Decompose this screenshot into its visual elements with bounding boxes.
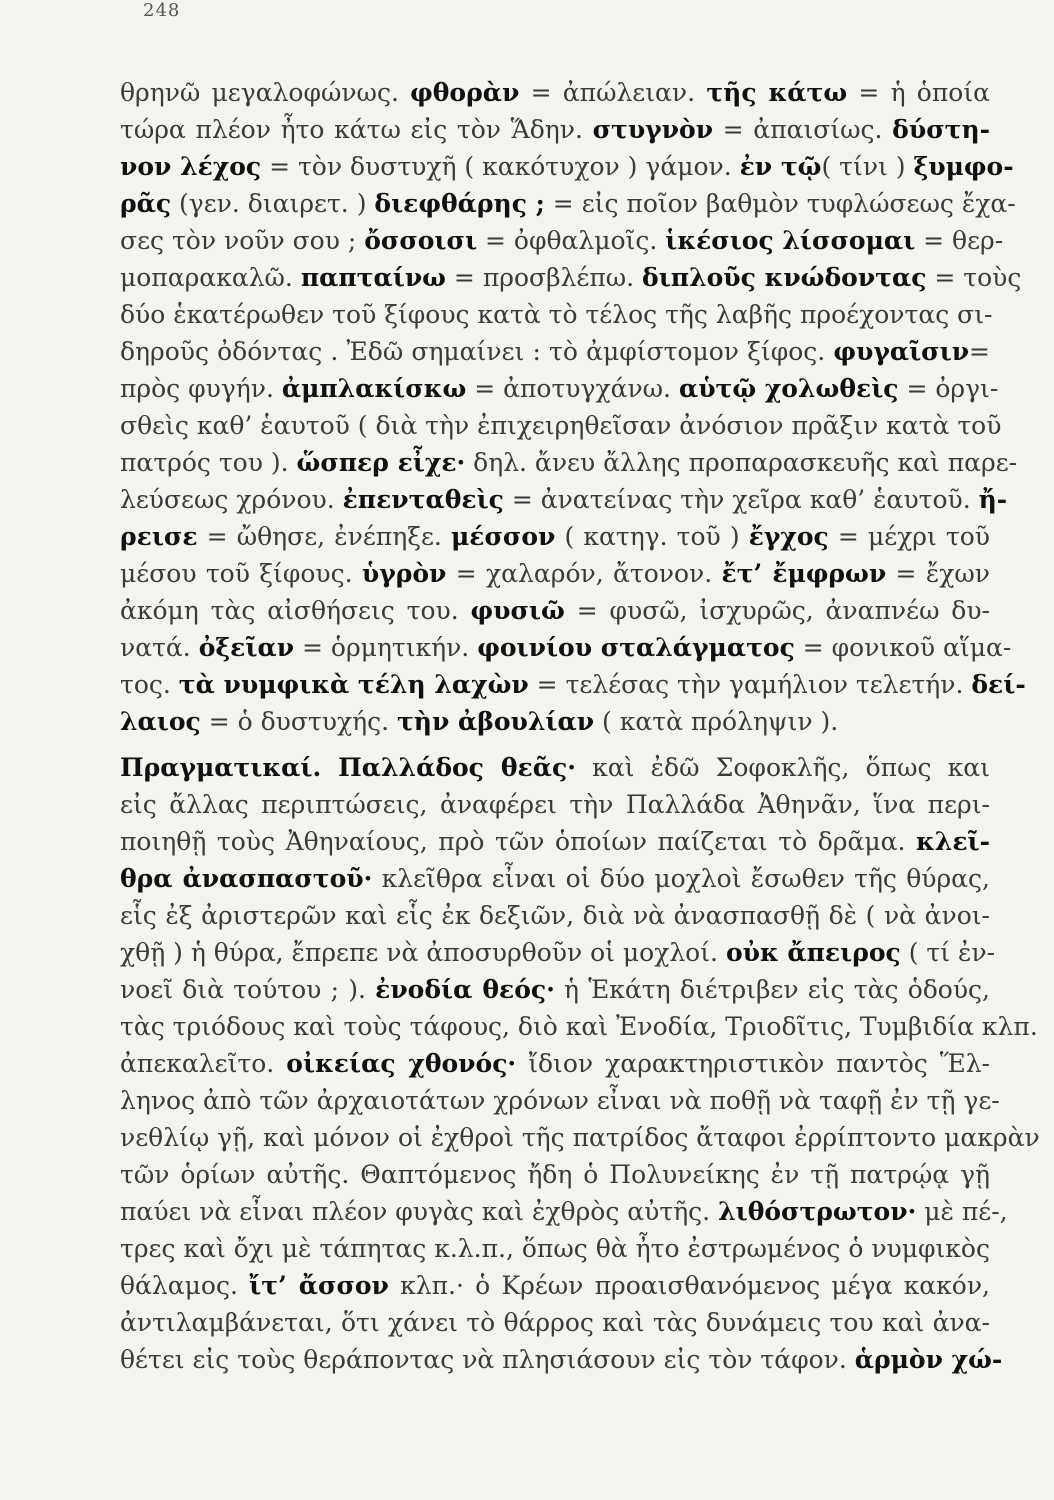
gloss-text: = ἀπαισίως. bbox=[713, 115, 893, 144]
lemma-term: φθορὰν bbox=[410, 78, 520, 107]
gloss-text: = ἀπώλειαν. bbox=[519, 78, 707, 107]
lemma-term: ἱκέσιος λίσσομαι bbox=[665, 226, 916, 255]
gloss-text: μὲ πέ-, bbox=[916, 1197, 1008, 1226]
gloss-text: κλπ.· ὁ Κρέων προαισθανόμενος μέγα κακόν, bbox=[388, 1271, 990, 1300]
text-line bbox=[120, 897, 990, 934]
text-line bbox=[120, 703, 990, 740]
gloss-text: = εἰς ποῖον βαθμὸν τυφλώσεως ἔχα- bbox=[544, 189, 1016, 218]
text-line bbox=[120, 1008, 1038, 1045]
gloss-text: ἡ Ἑκάτη διέτριβεν εἰς τὰς ὁδούς, bbox=[554, 975, 990, 1004]
lemma-term: ἴτ’ ἄσσον bbox=[249, 1271, 389, 1300]
lemma-term: Πραγματικαί. Παλλάδος θεᾶς· bbox=[120, 753, 576, 782]
gloss-text: = ὁ δυστυχής. bbox=[200, 707, 397, 736]
gloss-text: σθεὶς καθ’ ἑαυτοῦ ( διὰ τὴν ἐπιχειρηθεῖσαν ἀνόσιον πρᾶξιν κατὰ τοῦ bbox=[120, 411, 1002, 440]
lemma-term: δύστη- bbox=[892, 115, 990, 144]
gloss-text: = τοὺς bbox=[926, 263, 1022, 292]
lemma-term: διεφθάρης ; bbox=[374, 189, 545, 218]
lemma-term: ἐν τῷ bbox=[739, 152, 822, 181]
commentary-block bbox=[120, 74, 1026, 740]
gloss-text: δηροῦς ὀδόντας . Ἐδῶ σημαίνει : τὸ ἀμφίστομον ξίφος. bbox=[120, 337, 834, 366]
text-line bbox=[120, 481, 1008, 518]
lemma-term: λιθόστρωτον· bbox=[718, 1197, 917, 1226]
lemma-term: διπλοῦς κνώδοντας bbox=[642, 263, 927, 292]
gloss-text: = προσβλέπω. bbox=[445, 263, 643, 292]
text-line bbox=[120, 222, 1004, 259]
lemma-term: τὴν ἀβουλίαν bbox=[396, 707, 595, 736]
gloss-text: = ἡ ὁποία bbox=[847, 78, 991, 107]
gloss-text: = θερ- bbox=[915, 226, 1004, 255]
gloss-text: ἀντιλαμβάνεται, ὅτι χάνει τὸ θάρρος καὶ τὰς δυνάμεις του καὶ ἀνα- bbox=[120, 1308, 990, 1337]
gloss-text: θέτει εἰς τοὺς θεράποντας νὰ πλησιάσουν εἰς τὸν τάφον. bbox=[120, 1345, 855, 1374]
text-line bbox=[120, 259, 1022, 296]
lemma-term: νον λέχος bbox=[120, 152, 262, 181]
gloss-text: = τὸν δυστυχῆ ( κακότυχον ) γάμον. bbox=[261, 152, 740, 181]
lemma-term: ἐνοδία θεός· bbox=[375, 975, 555, 1004]
lemma-term: φυγαῖσιν bbox=[833, 337, 970, 366]
gloss-text: δηλ. ἄνευ ἄλλης προπαρασκευῆς καὶ παρε- bbox=[465, 448, 1018, 477]
gloss-text: ποιηθῇ τοὺς Ἀθηναίους, πρὸ τῶν ὁποίων παίζεται τὸ δρᾶμα. bbox=[120, 827, 917, 856]
gloss-text: τῶν ὁρίων αὐτῆς. Θαπτόμενος ἤδη ὁ Πολυνείκης ἐν τῇ πατρῴᾳ γῇ bbox=[120, 1160, 990, 1189]
lemma-term: παπταίνω bbox=[300, 263, 446, 292]
lemma-term: κλεῖ- bbox=[916, 827, 990, 856]
text-line bbox=[120, 823, 990, 860]
gloss-text: = ὤθησε, ἐνέπηξε. bbox=[197, 522, 451, 551]
text-line bbox=[120, 860, 990, 897]
lemma-term: μέσσον bbox=[450, 522, 556, 551]
lemma-term: οὐκ ἄπειρος bbox=[725, 938, 901, 967]
gloss-text: (γεν. διαιρετ. ) bbox=[171, 189, 375, 218]
gloss-text: τρες καὶ ὄχι μὲ τάπητας κ.λ.π., ὅπως θὰ ἦτο ἐστρωμένος ὁ νυμφικὸς bbox=[120, 1234, 990, 1263]
lemma-term: ὥσπερ εἶχε· bbox=[296, 448, 466, 477]
gloss-text: = ἔχων bbox=[886, 559, 990, 588]
gloss-text: ( τί ἐν- bbox=[900, 938, 996, 967]
lemma-term: ἤ- bbox=[978, 485, 1008, 514]
gloss-text: = ἀποτυγχάνω. bbox=[466, 374, 679, 403]
text-line bbox=[120, 185, 1016, 222]
gloss-text: θάλαμος. bbox=[120, 1271, 250, 1300]
gloss-text: νατά. bbox=[120, 633, 199, 662]
text-line bbox=[120, 1230, 990, 1267]
gloss-text: = ὀφθαλμοῖς. bbox=[477, 226, 666, 255]
gloss-text: = ἀνατείνας τὴν χεῖρα καθ’ ἑαυτοῦ. bbox=[503, 485, 979, 514]
page-number: 248 bbox=[143, 0, 181, 21]
text-line bbox=[120, 148, 1014, 185]
gloss-text: παύει νὰ εἶναι πλέον φυγὰς καὶ ἐχθρὸς αὐτῆς. bbox=[120, 1197, 719, 1226]
gloss-text: κλεῖθρα εἶναι οἱ δύο μοχλοὶ ἔσωθεν τῆς θύρας, bbox=[372, 864, 990, 893]
gloss-text: λεύσεως χρόνου. bbox=[120, 485, 343, 514]
gloss-text: χθῇ ) ἡ θύρα, ἔπρεπε νὰ ἀποσυρθοῦν οἱ μοχλοί. bbox=[120, 938, 726, 967]
lemma-term: ἁρμὸν χώ- bbox=[854, 1345, 1003, 1374]
gloss-text: = ὁρμητικήν. bbox=[294, 633, 478, 662]
lemma-term: τὰ νυμφικὰ τέλη λαχὼν bbox=[178, 670, 529, 699]
text-line bbox=[120, 1267, 990, 1304]
gloss-text: = bbox=[969, 337, 990, 366]
lemma-term: ὑγρὸν bbox=[361, 559, 447, 588]
gloss-text: καὶ ἐδῶ Σοφοκλῆς, ὅπως και bbox=[575, 753, 990, 782]
gloss-text: νοεῖ διὰ τούτου ; ). bbox=[120, 975, 376, 1004]
gloss-text: = φονικοῦ αἵμα- bbox=[794, 633, 1012, 662]
lemma-term: ρᾶς bbox=[120, 189, 172, 218]
historical-notes-block bbox=[120, 749, 1040, 1378]
lemma-term: στυγνὸν bbox=[592, 115, 714, 144]
lemma-term: ξυμφο- bbox=[913, 152, 1014, 181]
text-line bbox=[120, 555, 990, 592]
lemma-term: δεί- bbox=[971, 670, 1026, 699]
lemma-term: ρεισε bbox=[120, 522, 198, 551]
lemma-term: ἔγχος bbox=[748, 522, 829, 551]
lemma-term: αὑτῷ χολωθεὶς bbox=[678, 374, 899, 403]
gloss-text: τώρα πλέον ἦτο κάτω εἰς τὸν Ἅδην. bbox=[120, 115, 593, 144]
text-line bbox=[120, 333, 990, 370]
text-line bbox=[120, 1156, 990, 1193]
text-line bbox=[120, 1045, 990, 1082]
text-line bbox=[120, 592, 990, 629]
gloss-text: ( κατὰ πρόληψιν ). bbox=[594, 707, 839, 736]
gloss-text: εἰς ἄλλας περιπτώσεις, ἀναφέρει τὴν Παλλάδα Ἀθηνᾶν, ἵνα περι- bbox=[120, 790, 990, 819]
gloss-text: μοπαρακαλῶ. bbox=[120, 263, 301, 292]
text-line bbox=[120, 1193, 1008, 1230]
gloss-text: ( κατηγ. τοῦ ) bbox=[555, 522, 749, 551]
text-line bbox=[120, 666, 1026, 703]
lemma-term: τῆς κάτω bbox=[706, 78, 848, 107]
text-line bbox=[120, 370, 999, 407]
text-line bbox=[120, 1304, 990, 1341]
gloss-text: πατρός του ). bbox=[120, 448, 297, 477]
gloss-text: θρηνῶ μεγαλοφώνως. bbox=[120, 78, 411, 107]
lemma-term: θρα ἀνασπαστοῦ· bbox=[120, 864, 373, 893]
gloss-text: ( τίνι ) bbox=[821, 152, 914, 181]
lemma-term: λαιος bbox=[120, 707, 201, 736]
lemma-term: ὀξεῖαν bbox=[198, 633, 295, 662]
text-line bbox=[120, 407, 1002, 444]
gloss-text: μέσου τοῦ ξίφους. bbox=[120, 559, 362, 588]
text-line bbox=[120, 444, 1018, 481]
gloss-text: = μέχρι τοῦ bbox=[828, 522, 990, 551]
text-line bbox=[120, 971, 990, 1008]
gloss-text: = τελέσας τὴν γαμήλιον τελετήν. bbox=[528, 670, 972, 699]
gloss-text: δύο ἑκατέρωθεν τοῦ ξίφους κατὰ τὸ τέλος τῆς λαβῆς προέχοντας σι- bbox=[120, 300, 993, 329]
text-line bbox=[120, 111, 990, 148]
lemma-term: οἰκείας χθονός· bbox=[286, 1049, 517, 1078]
lemma-term: ἀμπλακίσκω bbox=[281, 374, 467, 403]
text-line bbox=[120, 786, 990, 823]
gloss-text: = χαλαρόν, ἄτονον. bbox=[446, 559, 722, 588]
text-line bbox=[120, 629, 1012, 666]
lemma-term: φυσιῶ bbox=[470, 596, 565, 625]
lemma-term: ὄσσοισι bbox=[364, 226, 478, 255]
gloss-text: σες τὸν νοῦν σου ; bbox=[120, 226, 365, 255]
text-line bbox=[120, 1119, 1040, 1156]
gloss-text: εἷς ἐξ ἀριστερῶν καὶ εἷς ἐκ δεξιῶν, διὰ νὰ ἀνασπασθῇ δὲ ( νὰ ἀνοι- bbox=[120, 901, 990, 930]
gloss-text: πρὸς φυγήν. bbox=[120, 374, 282, 403]
gloss-text: ληνος ἀπὸ τῶν ἀρχαιοτάτων χρόνων εἶναι νὰ ποθῇ νὰ ταφῇ ἐν τῇ γε- bbox=[120, 1086, 1000, 1115]
text-line bbox=[120, 296, 993, 333]
text-line bbox=[120, 518, 990, 555]
gloss-text: ἀκόμη τὰς αἰσθήσεις του. bbox=[120, 596, 471, 625]
lemma-term: ἐπενταθεὶς bbox=[342, 485, 504, 514]
gloss-text: τὰς τριόδους καὶ τοὺς τάφους, διὸ καὶ Ἐνοδία, Τριοδῖτις, Τυμβιδία κλπ. bbox=[120, 1012, 1038, 1041]
text-line bbox=[120, 74, 990, 111]
lemma-term: φοινίου σταλάγματος bbox=[477, 633, 795, 662]
text-line bbox=[120, 1082, 1000, 1119]
gloss-text: = φυσῶ, ἰσχυρῶς, ἀναπνέω δυ- bbox=[564, 596, 991, 625]
gloss-text: ἀπεκαλεῖτο. bbox=[120, 1049, 287, 1078]
text-line bbox=[120, 1341, 1003, 1378]
gloss-text: ἴδιον χαρακτηριστικὸν παντὸς Ἕλ- bbox=[516, 1049, 990, 1078]
gloss-text: τος. bbox=[120, 670, 179, 699]
text-line bbox=[120, 749, 990, 786]
lemma-term: ἔτ’ ἔμφρων bbox=[721, 559, 887, 588]
gloss-text: = ὀργι- bbox=[898, 374, 999, 403]
gloss-text: νεθλίῳ γῇ, καὶ μόνον οἱ ἐχθροὶ τῆς πατρίδος ἄταφοι ἐρρίπτοντο μακρὰν bbox=[120, 1123, 1040, 1152]
text-line bbox=[120, 934, 996, 971]
